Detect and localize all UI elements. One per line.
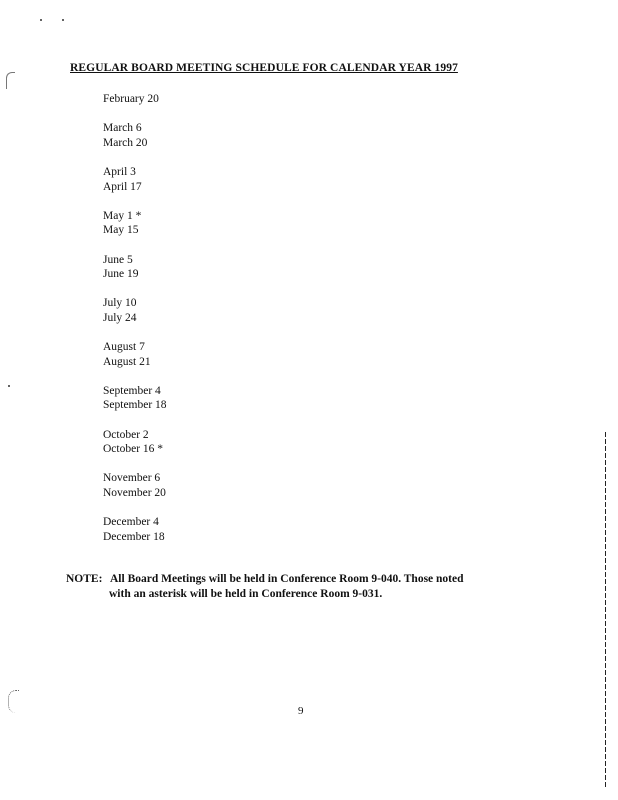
document-title: REGULAR BOARD MEETING SCHEDULE FOR CALENDAR YEAR 1997 <box>70 62 458 74</box>
meeting-date: August 7 <box>103 341 145 354</box>
month-group <box>103 165 167 194</box>
meeting-date: March 20 <box>103 136 148 149</box>
meeting-date: April 17 <box>103 180 142 193</box>
month-group <box>103 384 167 413</box>
meeting-date: July 24 <box>103 311 137 324</box>
note-line-1 <box>66 572 464 587</box>
scan-mark <box>6 72 15 89</box>
month-group <box>103 515 167 544</box>
meeting-date: May 1 * <box>103 209 142 222</box>
meeting-date: September 18 <box>103 399 167 412</box>
scan-edge-line <box>605 432 606 788</box>
note-block <box>66 572 464 601</box>
month-group <box>103 253 167 282</box>
meeting-date: December 4 <box>103 516 159 529</box>
meeting-date: April 3 <box>103 165 136 178</box>
meeting-date: November 20 <box>103 487 166 500</box>
meeting-date: September 4 <box>103 384 161 397</box>
meeting-date: October 2 <box>103 428 149 441</box>
page-number: 9 <box>298 705 304 717</box>
scan-speck <box>62 19 64 21</box>
meeting-date: May 15 <box>103 224 139 237</box>
month-group <box>103 209 167 238</box>
meeting-date: November 6 <box>103 472 161 485</box>
month-group <box>103 92 167 107</box>
meeting-date: February 20 <box>103 93 159 105</box>
month-group <box>103 471 167 500</box>
scan-speck <box>8 385 10 387</box>
scan-mark <box>8 690 19 713</box>
note-text-1: All Board Meetings will be held in Conference Room 9-040. Those noted <box>110 573 464 585</box>
meeting-date: August 21 <box>103 355 151 368</box>
month-group <box>103 428 167 457</box>
month-group <box>103 340 167 369</box>
note-label: NOTE: <box>66 573 103 585</box>
month-group <box>103 296 167 325</box>
meeting-date: December 18 <box>103 530 165 543</box>
month-group <box>103 121 167 150</box>
meeting-date: June 19 <box>103 268 139 281</box>
meeting-date: July 10 <box>103 297 137 310</box>
note-line-2: with an asterisk will be held in Conference Room 9-031. <box>109 587 383 600</box>
meeting-date: June 5 <box>103 253 133 266</box>
meeting-dates-list <box>103 92 167 559</box>
meeting-date: March 6 <box>103 122 142 135</box>
meeting-date: October 16 * <box>103 443 164 456</box>
scan-speck <box>40 19 42 21</box>
